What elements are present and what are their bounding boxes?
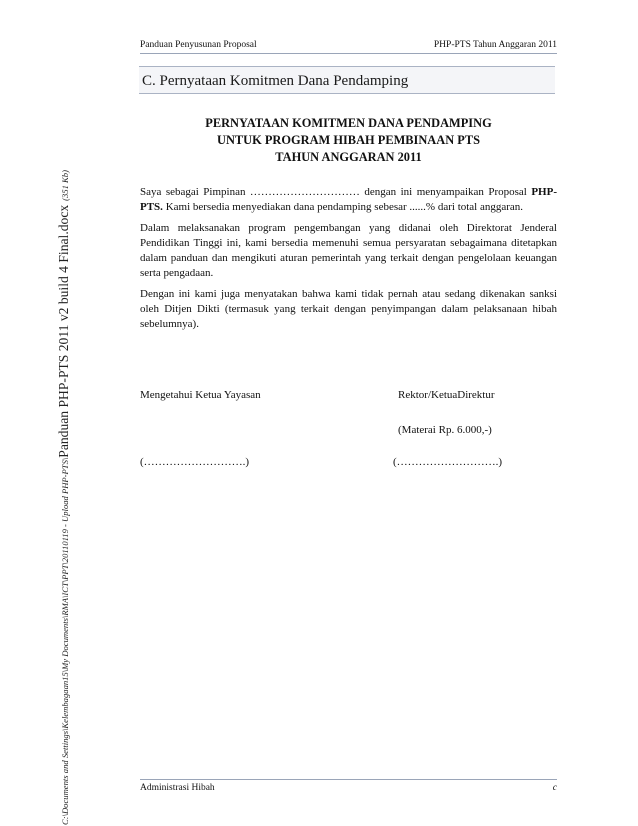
paragraph-compliance: Dalam melaksanakan program pengembangan yang didanai oleh Direktorat Jenderal Pendidikan Tinggi ini, kami bersedia memenuhi semua persyaratan sebagaimana ditetapkan dalam panduan dan mengikuti aturan pemerintah yang terkait dengan pengelolaan keuangan serta pengadaan.	[140, 222, 557, 279]
paragraph-commitment	[140, 185, 557, 215]
signature-left-blank: (……………………….)	[140, 456, 250, 468]
file-size: (351 Kb)	[60, 170, 70, 201]
page-header	[140, 40, 557, 54]
paragraph-commitment-end: Kami bersedia menyediakan dana pendamping sebesar ......% dari total anggaran.	[162, 201, 524, 213]
signature-right-title: Rektor/KetuaDirektur	[398, 389, 495, 401]
page-footer	[140, 779, 557, 793]
section-title: C. Pernyataan Komitmen Dana Pendamping	[139, 66, 555, 94]
heading-line-1: PERNYATAAN KOMITMEN DANA PENDAMPING	[205, 116, 492, 130]
page-number: c	[552, 783, 557, 793]
statement-body	[140, 185, 557, 338]
footer-left-text: Administrasi Hibah	[140, 783, 215, 793]
header-right-text: PHP-PTS Tahun Anggaran 2011	[433, 40, 557, 50]
paragraph-commitment-start: Saya sebagai Pimpinan ………………………… dengan ini menyampaikan Proposal	[140, 186, 532, 198]
signature-right-blank: (……………………….)	[393, 456, 503, 468]
document-heading	[140, 115, 557, 166]
file-path-sidebar	[56, 35, 73, 825]
stamp-duty-note: (Materai Rp. 6.000,-)	[398, 424, 492, 436]
heading-line-2: UNTUK PROGRAM HIBAH PEMBINAAN PTS	[217, 133, 480, 147]
file-path-prefix: C:\Documents and Settings\Kelembagaan15\My Documents\RMA\ICT\PPT\20110119 - Upload PHP-PTS\	[60, 457, 70, 825]
heading-line-3: TAHUN ANGGARAN 2011	[275, 150, 422, 164]
file-name: Panduan PHP-PTS 2011 v2 build 4 Final.docx	[56, 204, 71, 458]
program-name-bold: PHP-PTS.	[140, 186, 557, 213]
header-left-text: Panduan Penyusunan Proposal	[140, 40, 257, 50]
paragraph-sanctions: Dengan ini kami juga menyatakan bahwa kami tidak pernah atau sedang dikenakan sanksi oleh Ditjen Dikti (termasuk yang terkait dengan penyimpangan dalam pelaksanaan hibah sebelumnya).	[140, 288, 557, 330]
signature-left-title: Mengetahui Ketua Yayasan	[140, 389, 261, 401]
